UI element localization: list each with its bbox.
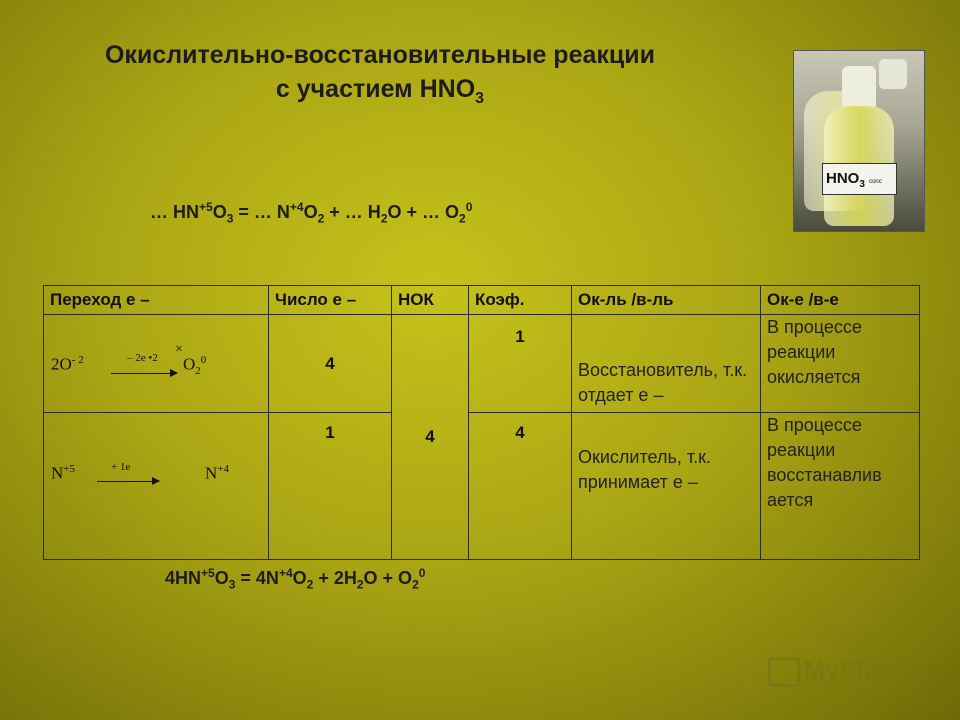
table-row — [44, 315, 920, 413]
reaction-scheme: … $HN^{+5}O_3$ = … $N^{+4}O_2$ + … $H_2O$ + … $O_2^0$ — [150, 200, 473, 226]
electron-count-cell: 4 — [269, 315, 392, 413]
bottle-cap — [842, 66, 876, 108]
balanced-equation: $4HN^{+5}O_3 = 4N^{+4}O_2 + 2H_2O + O_2^0$ — [165, 566, 426, 592]
hno3-bottle-photo — [793, 50, 925, 232]
header-coef: Коэф. — [469, 286, 572, 315]
role-cell: Окислитель, т.к. принимает е – — [572, 413, 761, 560]
electron-balance-table — [43, 285, 920, 560]
header-process: Ок-е /в-е — [761, 286, 920, 315]
table-header-row — [44, 286, 920, 315]
presentation-icon — [768, 657, 800, 687]
role-cell: Восстановитель, т.к. отдает е – — [572, 315, 761, 413]
transition-nitrogen: $N^{+5}$ + 1e $N^{+4}$ — [44, 413, 269, 560]
slide-title — [0, 38, 760, 116]
lcm-cell: 4 — [392, 315, 469, 560]
arrow-icon — [97, 481, 159, 482]
title-line-2: с участием $HNO_3$ — [275, 75, 485, 107]
process-cell: В процессе реакции окисляется — [761, 315, 920, 413]
watermark-logo: MyShared — [768, 657, 927, 687]
table-row — [44, 413, 920, 560]
transition-oxygen: $2O^{- 2}$ – 2e •2 × $O_2^0$ — [44, 315, 269, 413]
header-lcm: НОК — [392, 286, 469, 315]
bottle-cap — [879, 59, 907, 89]
process-cell: В процессе реакции восстанавлив ается — [761, 413, 920, 560]
header-electron-count: Число е – — [269, 286, 392, 315]
cross-icon: × — [175, 341, 183, 357]
coef-cell: 4 — [469, 413, 572, 560]
bottle-label: $HNO_3$ conc — [822, 163, 897, 195]
electron-count-cell: 1 — [269, 413, 392, 560]
title-line-1: Окислительно-восстановительные реакции — [104, 41, 655, 69]
header-transition: Переход е – — [44, 286, 269, 315]
coef-cell: 1 — [469, 315, 572, 413]
header-role: Ок-ль /в-ль — [572, 286, 761, 315]
arrow-icon — [111, 373, 177, 374]
